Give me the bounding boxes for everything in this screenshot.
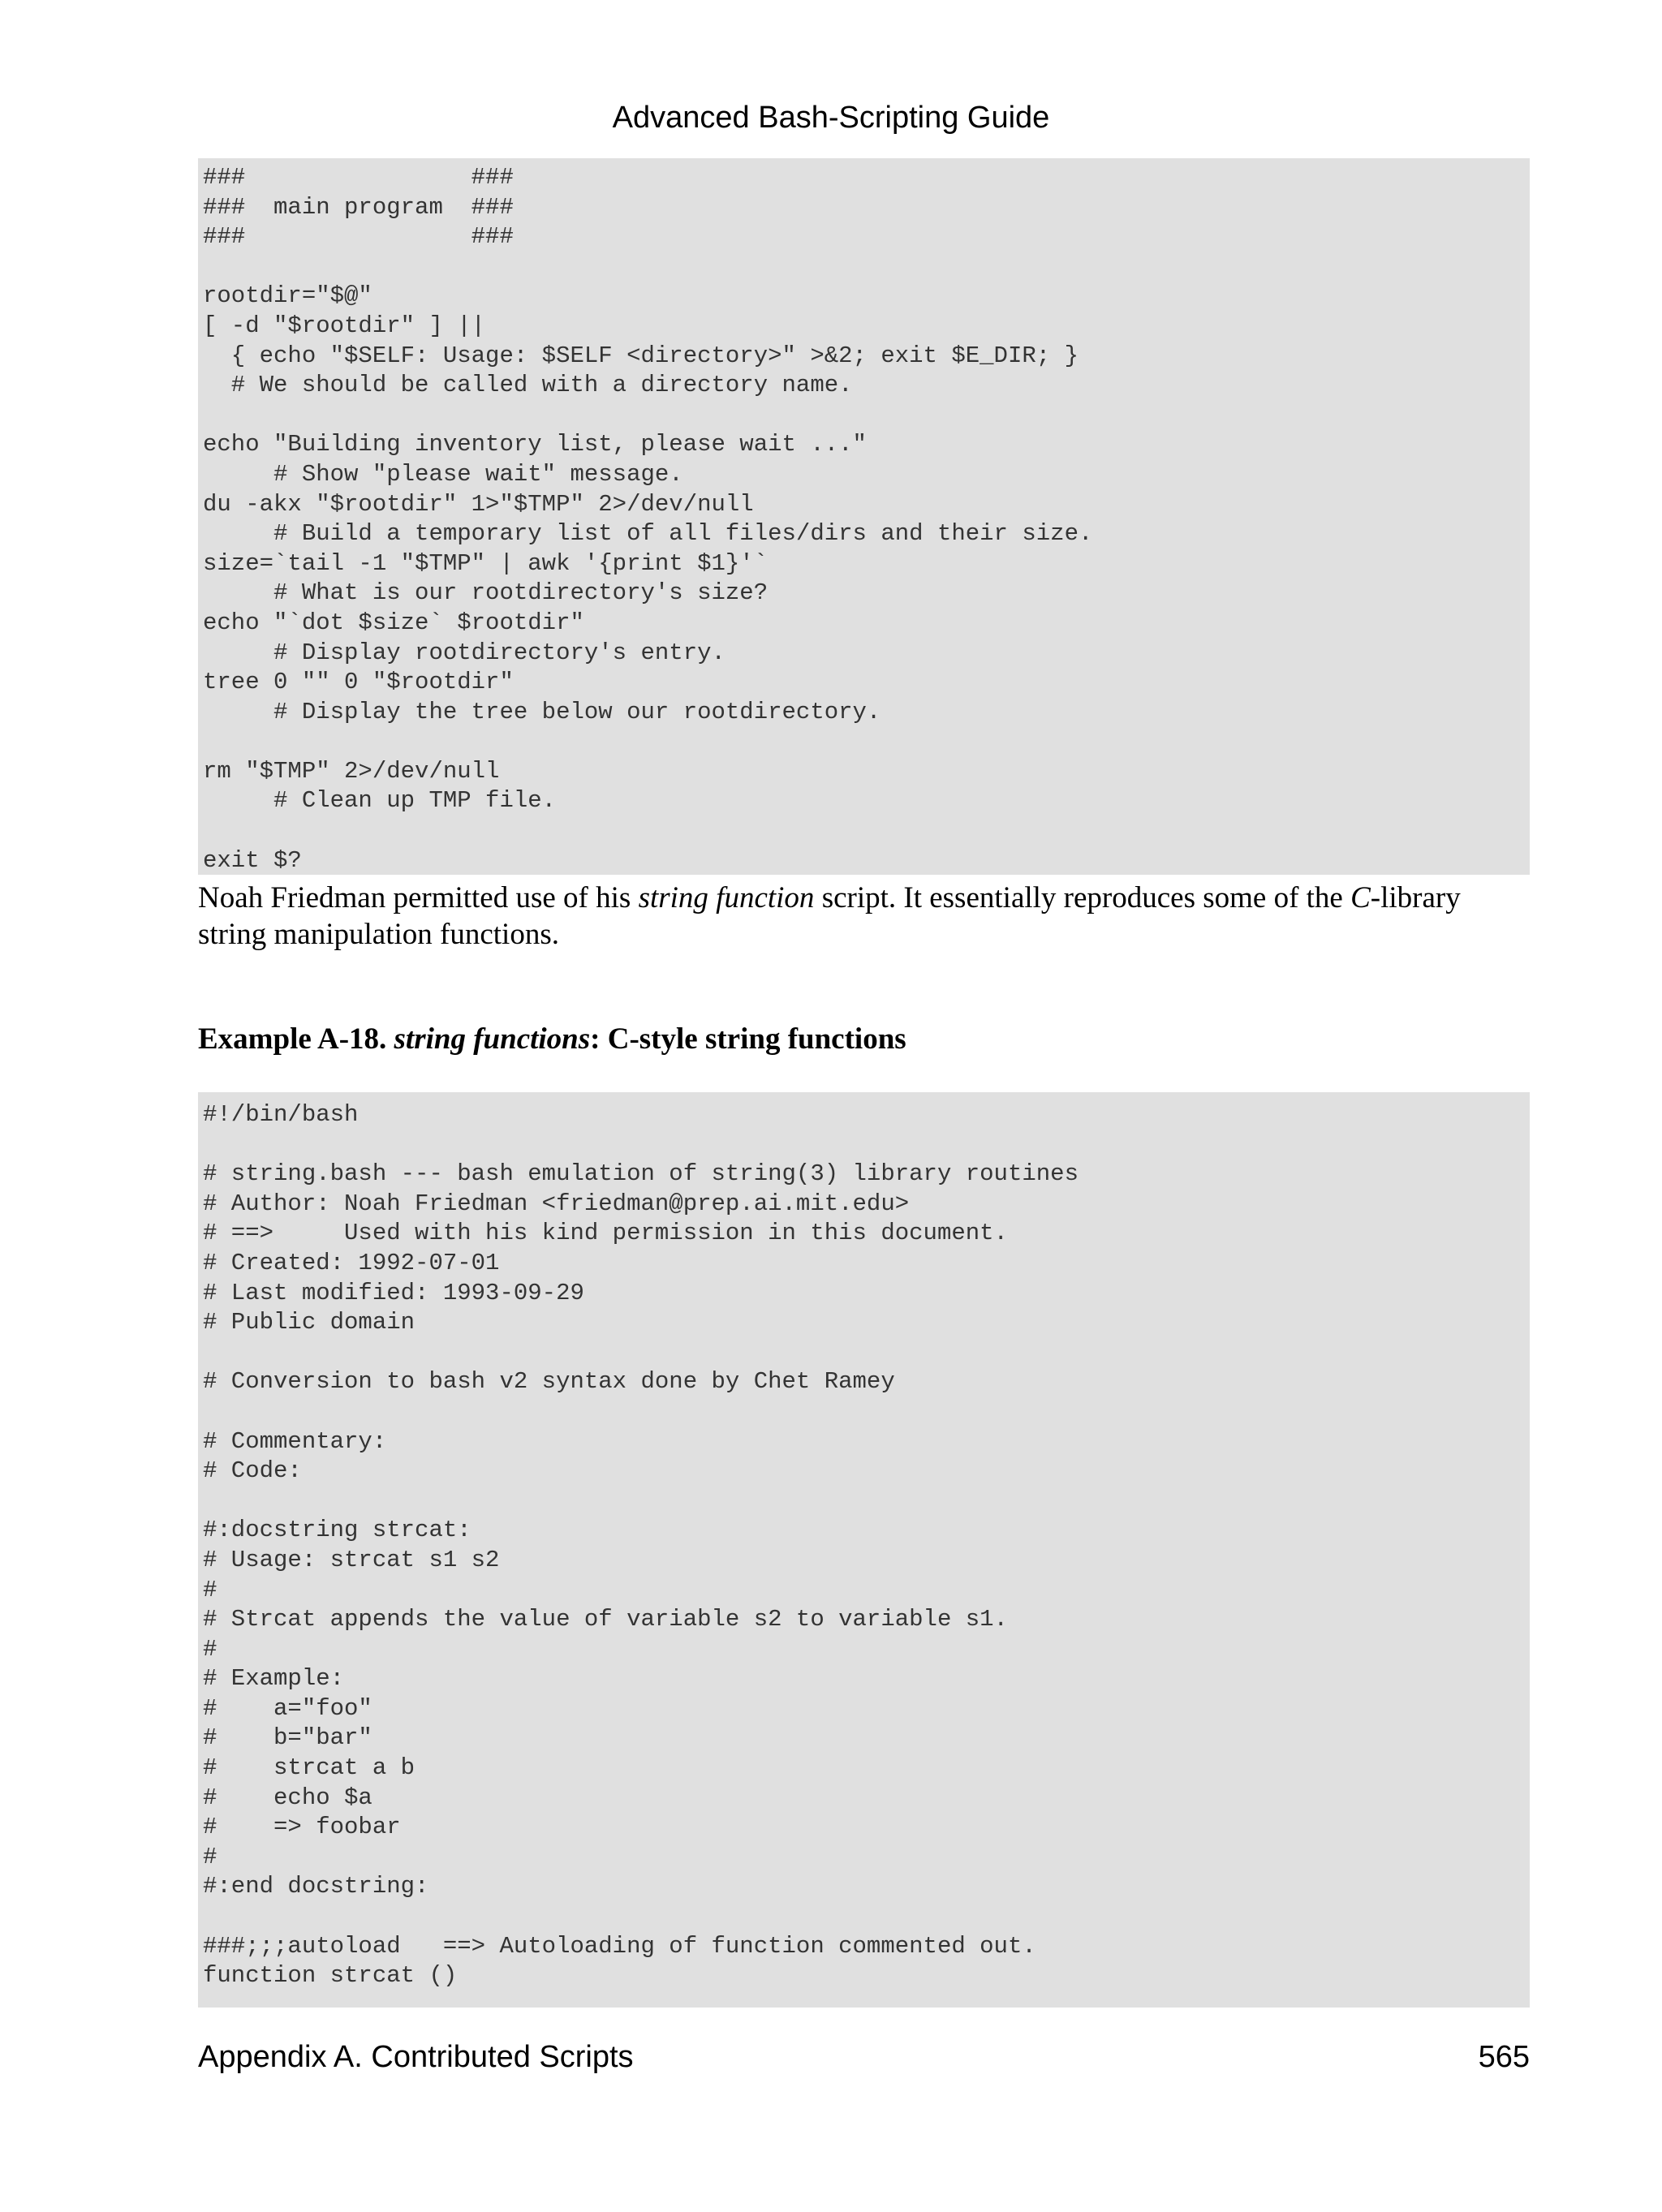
code-line: # string.bash --- bash emulation of string(3) library routines (203, 1160, 1079, 1188)
code-line: # Author: Noah Friedman <friedman@prep.ai.mit.edu> (203, 1190, 910, 1217)
code-block-main-program (198, 158, 1530, 875)
code-line: ###;;;autoload ==> Autoloading of function commented out. (203, 1932, 1036, 1960)
code-line: # Created: 1992-07-01 (203, 1249, 500, 1276)
code-line: # Commentary: (203, 1427, 387, 1455)
code-line: # Last modified: 1993-09-29 (203, 1279, 584, 1306)
paragraph-emphasis: C (1350, 881, 1371, 914)
code-line: # Code: (203, 1457, 302, 1485)
code-line: echo "Building inventory list, please wait ..." (203, 431, 867, 458)
code-line: # Build a temporary list of all files/dirs and their size. (203, 520, 1093, 548)
code-line: rootdir="$@" (203, 282, 372, 310)
code-line: tree 0 "" 0 "$rootdir" (203, 669, 514, 696)
code-line: # Example: (203, 1665, 345, 1693)
intro-paragraph (198, 880, 1530, 953)
code-line: function strcat () (203, 1962, 458, 1990)
code-line: # What is our rootdirectory's size? (203, 579, 769, 607)
code-line: # => foobar (203, 1814, 401, 1841)
code-line: #:end docstring: (203, 1873, 429, 1900)
code-line: size=`tail -1 "$TMP" | awk '{print $1}'` (203, 549, 769, 577)
code-line: # ==> Used with his kind permission in this document. (203, 1220, 1008, 1247)
code-line (203, 1397, 1530, 1427)
code-line: ### ### (203, 223, 514, 251)
code-line: # (203, 1576, 217, 1603)
code-line: # Display the tree below our rootdirectory. (203, 698, 881, 725)
code-line (203, 1130, 1530, 1160)
code-line: # b="bar" (203, 1724, 372, 1752)
example-label: Example A-18. (198, 1022, 394, 1056)
code-line: # Conversion to bash v2 syntax done by Chet Ramey (203, 1368, 895, 1396)
code-line: # Display rootdirectory's entry. (203, 639, 726, 666)
code-line: # Clean up TMP file. (203, 787, 557, 815)
code-line: [ -d "$rootdir" ] || (203, 312, 486, 339)
code-line (203, 816, 1530, 846)
code-line: # (203, 1635, 217, 1663)
page-footer (198, 2038, 1530, 2076)
code-line: { echo "$SELF: Usage: $SELF <directory>" >&2; exit $E_DIR; } (203, 342, 1079, 369)
code-line (203, 727, 1530, 757)
code-line: # strcat a b (203, 1754, 416, 1782)
code-line: exit $? (203, 846, 302, 874)
code-line: # (203, 1843, 217, 1870)
code-line: echo "`dot $size` $rootdir" (203, 609, 584, 636)
footer-section-title: Appendix A. Contributed Scripts (198, 2040, 634, 2074)
code-line (203, 401, 1530, 431)
code-line: # We should be called with a directory name. (203, 372, 853, 399)
code-line: #:docstring strcat: (203, 1517, 471, 1544)
page-number: 565 (1478, 2040, 1530, 2074)
code-line: # Strcat appends the value of variable s2 to variable s1. (203, 1606, 1008, 1633)
code-line: # Public domain (203, 1309, 416, 1336)
code-line (203, 1338, 1530, 1368)
example-title-emphasis: string functions (394, 1022, 591, 1056)
code-line: du -akx "$rootdir" 1>"$TMP" 2>/dev/null (203, 490, 754, 518)
paragraph-text: script. It essentially reproduces some of the (814, 881, 1351, 914)
code-line: # echo $a (203, 1784, 372, 1811)
code-line: # Show "please wait" message. (203, 460, 683, 488)
code-line: ### main program ### (203, 193, 514, 221)
page-header: Advanced Bash-Scripting Guide (612, 101, 1050, 135)
code-line: # a="foo" (203, 1694, 372, 1722)
code-line (203, 252, 1530, 282)
example-title (198, 1021, 1530, 1057)
example-title-rest: : C-style string functions (590, 1022, 906, 1056)
code-block-string-functions (198, 1092, 1530, 2008)
paragraph-emphasis: string function (638, 881, 815, 914)
paragraph-text: Noah Friedman permitted use of his (198, 881, 639, 914)
code-line (203, 1487, 1530, 1517)
code-line: ### ### (203, 164, 514, 191)
code-line (203, 1902, 1530, 1932)
code-line: #!/bin/bash (203, 1101, 359, 1128)
code-line: rm "$TMP" 2>/dev/null (203, 757, 500, 785)
paragraph-text: -library string manipulation functions. (198, 881, 1461, 951)
code-line: # Usage: strcat s1 s2 (203, 1546, 500, 1573)
